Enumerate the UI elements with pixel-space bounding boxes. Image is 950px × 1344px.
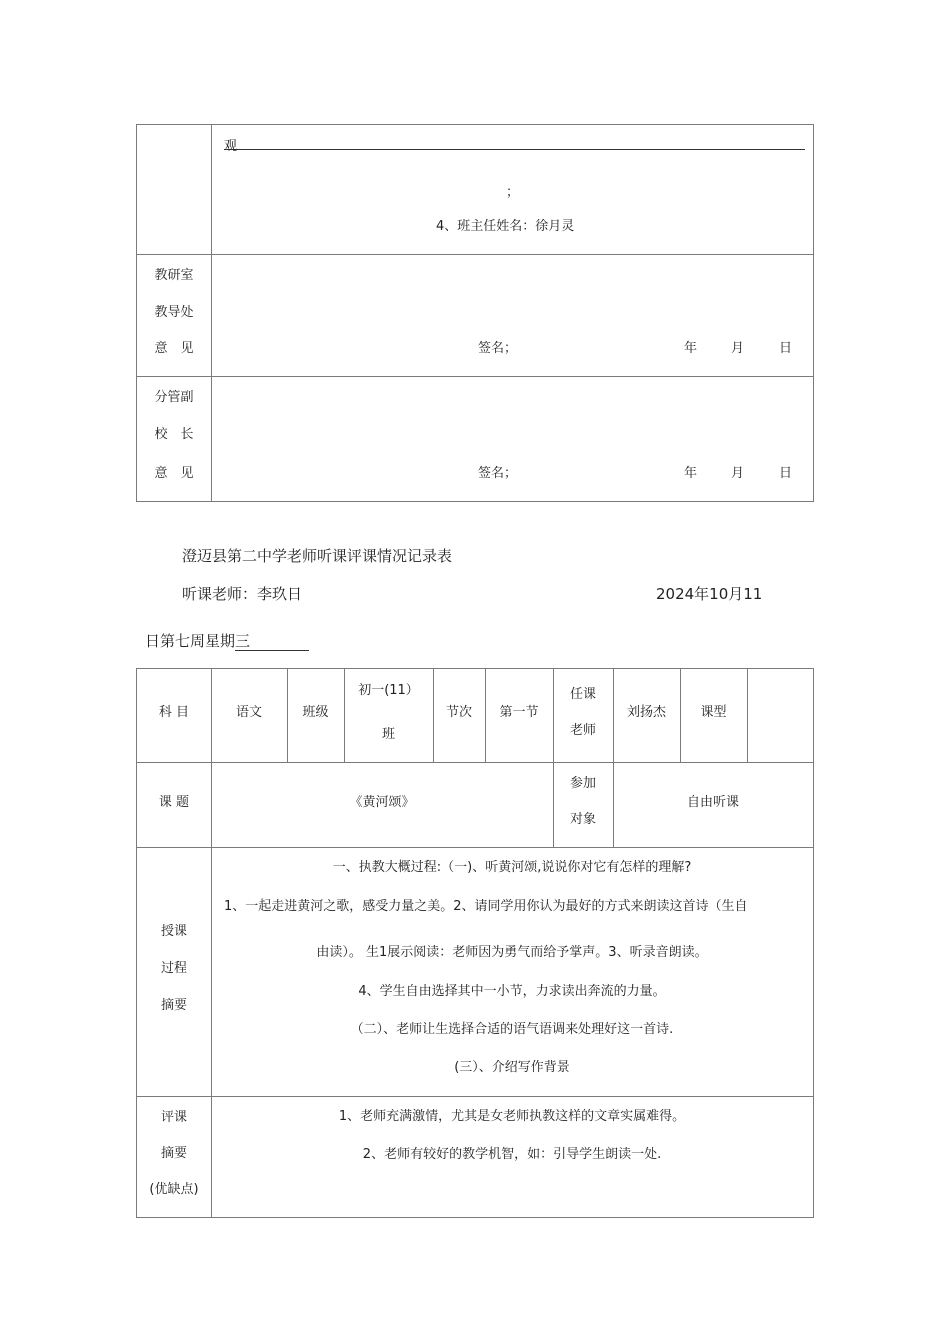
date-part-1: 2024年10月11: [656, 585, 763, 603]
period-label: 节次: [445, 705, 472, 720]
process-line-3: 由读）。 生1展示阅读：老师因为勇气而给予掌声。3、听录音朗读。: [316, 945, 708, 960]
jiaoyan-label-2: 教导处: [154, 305, 194, 320]
attendees-label-1: 参加: [569, 776, 596, 791]
jiaoyan-day: 日: [779, 341, 793, 356]
topic-label: 课 题: [158, 795, 190, 810]
subject-value: 语文: [235, 705, 262, 720]
fuxiao-day: 日: [779, 466, 793, 481]
fuxiao-label-3: 意 见: [154, 466, 194, 481]
fuxiao-label-1: 分管副: [154, 390, 194, 405]
review-line-1: 1、老师充满激情，尤其是女老师执教这样的文章实属难得。: [338, 1109, 686, 1124]
process-label-1: 授课: [160, 924, 187, 939]
date-weekday: 三: [235, 633, 309, 651]
fuxiao-sign: 签名；: [478, 466, 518, 481]
process-line-2: 1、一起走进黄河之歌，感受力量之美。2、请同学用你认为最好的方式来朗读这首诗（生自: [224, 899, 748, 914]
date-part-2: 日第七周星期: [145, 632, 236, 650]
teacher-label-2: 老师: [569, 723, 596, 738]
listener-teacher: 听课老师：李玖日: [182, 585, 303, 603]
class-label: 班级: [302, 705, 329, 720]
teacher-label-1: 任课: [569, 687, 596, 702]
jiaoyan-year: 年: [684, 341, 698, 356]
attendees-label-2: 对象: [569, 812, 596, 827]
teacher-value: 刘扬杰: [626, 705, 666, 720]
topic-value: 《黄河颂》: [349, 795, 415, 810]
jiaoyan-sign: 签名；: [478, 341, 518, 356]
review-label-3: (优缺点): [149, 1182, 199, 1197]
date-line-2: [145, 630, 309, 651]
review-label-1: 评课: [160, 1110, 187, 1125]
attendees-value: 自由听课: [686, 795, 739, 810]
jiaoyan-month: 月: [731, 341, 745, 356]
fuxiao-year: 年: [684, 466, 698, 481]
fuxiao-label-2: 校 长: [154, 427, 194, 442]
class-value-2: 班: [381, 727, 395, 742]
semicolon-text: ；: [506, 185, 520, 200]
process-line-4: 4、学生自由选择其中一小节，力求读出奔流的力量。: [358, 984, 666, 999]
subject-label: 科 目: [158, 705, 190, 720]
process-line-6: (三）、介绍写作背景: [454, 1060, 570, 1075]
review-line-2: 2、老师有较好的教学机智，如：引导学生朗读一处.: [362, 1147, 662, 1162]
guan-text: 观: [224, 139, 238, 154]
process-line-5: （二）、老师让生选择合适的语气语调来处理好这一首诗.: [350, 1022, 674, 1037]
document-title: 澄迈县第二中学老师听课评课情况记录表: [182, 547, 453, 565]
type-label: 课型: [700, 705, 727, 720]
fuxiao-month: 月: [731, 466, 745, 481]
process-label-2: 过程: [160, 961, 187, 976]
jiaoyan-label-1: 教研室: [154, 268, 194, 283]
class-value-1: 初一(11）: [358, 683, 419, 698]
process-label-3: 摘要: [160, 998, 187, 1013]
jiaoyan-label-3: 意 见: [154, 341, 194, 356]
process-line-1: 一、执教大概过程:（一)、听黄河颂,说说你对它有怎样的理解?: [332, 860, 692, 875]
review-label-2: 摘要: [160, 1146, 187, 1161]
class-teacher-line: 4、班主任姓名：徐月灵: [436, 219, 575, 234]
period-value: 第一节: [499, 705, 539, 720]
